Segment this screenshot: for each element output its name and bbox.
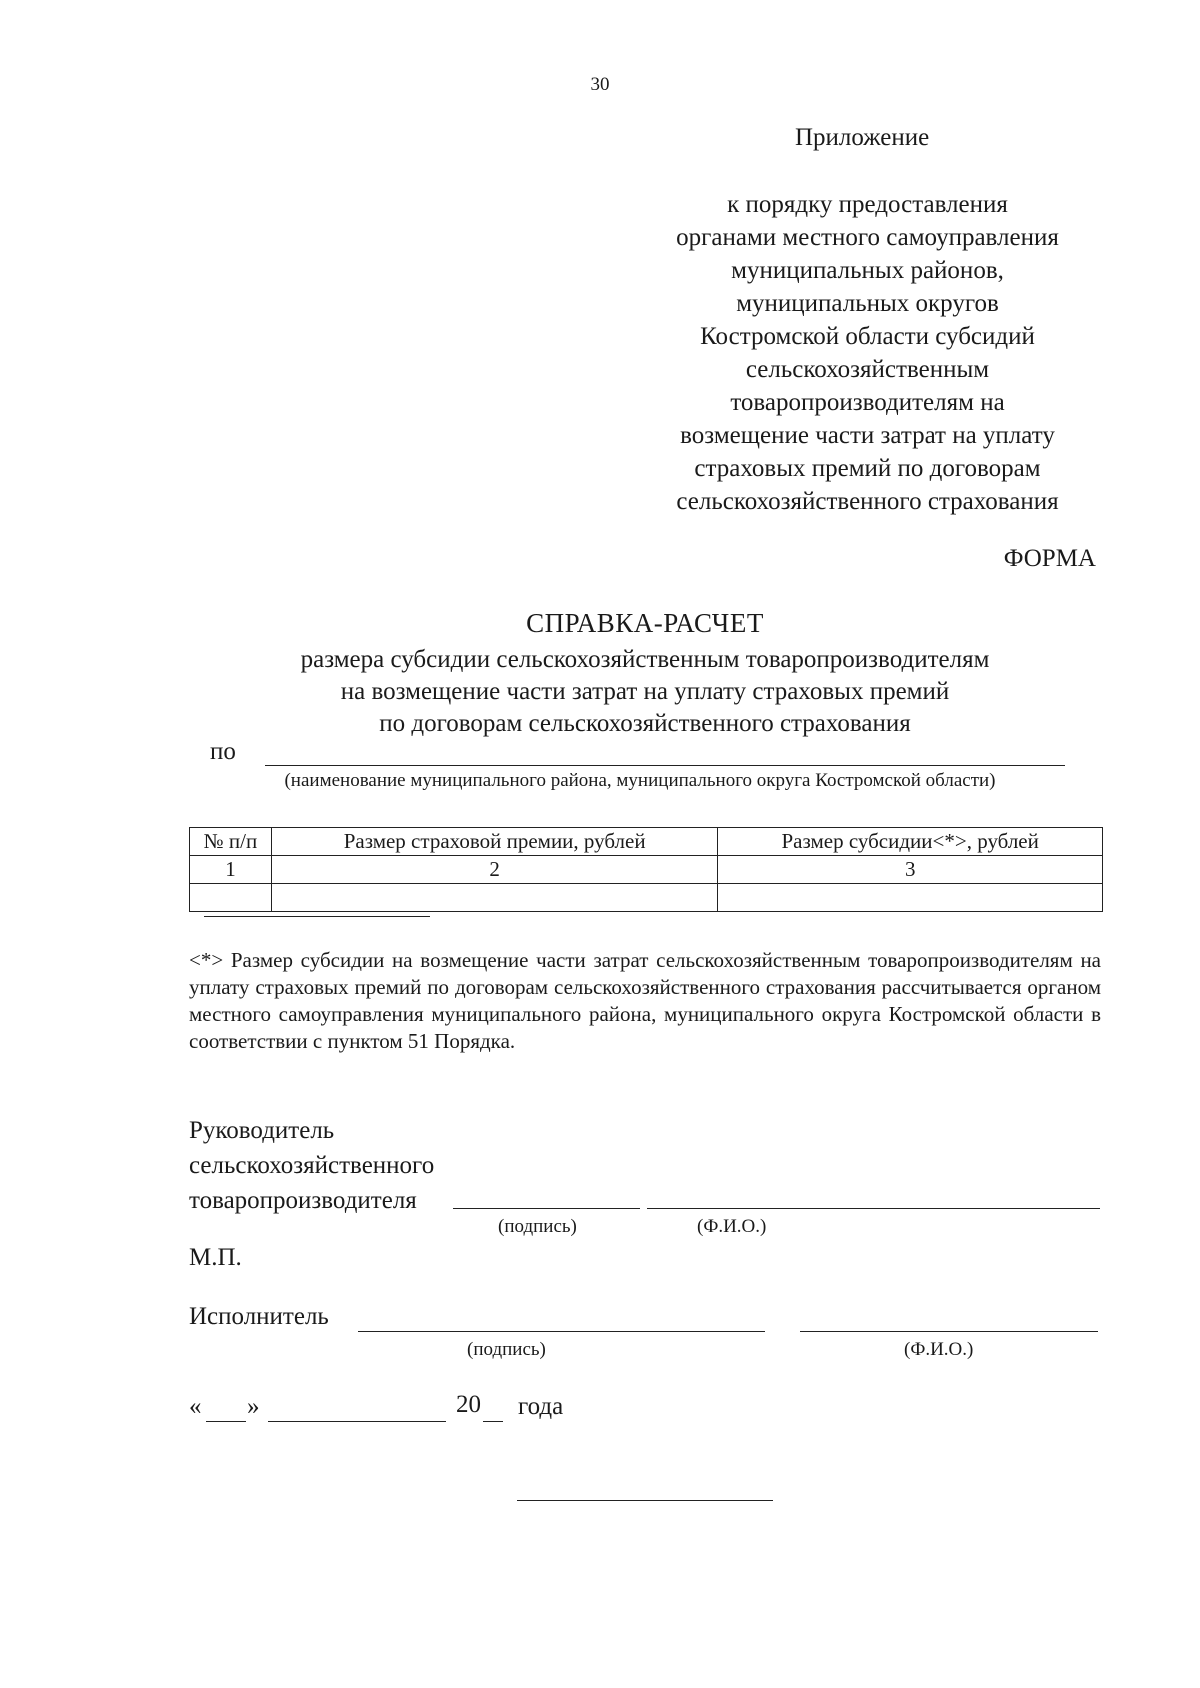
head-line: Руководитель <box>189 1117 335 1144</box>
footnote-text: <*> Размер субсидии на возмещение части затрат сельскохозяйственным товаропроизводителям на уплату страховых премий по договорам сельскохозяйственного страхования рассчитывается органом местного самоуправления муниципального района, муниципального округа Костромской области в соответствии с пунктом 51 Порядка. <box>189 948 1101 1053</box>
executor-signature-caption: (подпись) <box>467 1339 546 1360</box>
appendix-line: сельскохозяйственного страхования <box>676 488 1059 515</box>
closing-rule <box>517 1500 773 1501</box>
document-subtitle <box>0 644 1200 740</box>
subtitle-line: на возмещение части затрат на уплату страховых премий <box>340 678 950 705</box>
head-line: сельскохозяйственного <box>189 1152 435 1179</box>
appendix-line: органами местного самоуправления <box>676 224 1059 251</box>
footnote-separator <box>204 916 430 917</box>
municipality-caption: (наименование муниципального района, муниципального округа Костромской области) <box>284 770 996 791</box>
header-subsidy: Размер субсидии<*>, рублей <box>718 828 1103 856</box>
table-cell-empty[interactable] <box>190 884 272 912</box>
header-premium: Размер страховой премии, рублей <box>271 828 717 856</box>
table-numbering-row <box>190 856 1103 884</box>
calculation-table <box>189 827 1103 912</box>
appendix-line: страховых премий по договорам <box>694 455 1041 482</box>
po-label: по <box>210 738 236 765</box>
table-cell: 3 <box>718 856 1103 884</box>
date-month-line[interactable] <box>268 1421 446 1422</box>
executor-fio-line[interactable] <box>800 1331 1098 1332</box>
table-cell: 2 <box>271 856 717 884</box>
table-cell-empty[interactable] <box>718 884 1103 912</box>
table-header-row <box>190 828 1103 856</box>
subtitle-line: размера субсидии сельскохозяйственным товаропроизводителям <box>300 646 990 673</box>
head-signature-block <box>189 1113 434 1218</box>
appendix-text <box>640 188 1095 518</box>
stamp-place-label: М.П. <box>189 1244 242 1271</box>
executor-label: Исполнитель <box>189 1303 329 1330</box>
appendix-title: Приложение <box>795 124 930 151</box>
subtitle-line: по договорам сельскохозяйственного страхования <box>379 710 911 737</box>
document-title: СПРАВКА-РАСЧЕТ <box>526 608 764 638</box>
date-suffix: года <box>518 1393 564 1420</box>
municipality-blank-line[interactable] <box>265 765 1065 766</box>
appendix-line: сельскохозяйственным <box>745 356 990 383</box>
table-cell-empty[interactable] <box>271 884 717 912</box>
date-day-line[interactable] <box>206 1421 246 1422</box>
date-open-quote: « <box>189 1393 202 1420</box>
appendix-line: возмещение части затрат на уплату <box>680 422 1055 449</box>
appendix-line: муниципальных округов <box>736 290 999 317</box>
head-fio-caption: (Ф.И.О.) <box>697 1216 767 1237</box>
head-signature-caption: (подпись) <box>498 1216 577 1237</box>
appendix-line: к порядку предоставления <box>727 191 1008 218</box>
date-year-line[interactable] <box>483 1421 503 1422</box>
executor-fio-caption: (Ф.И.О.) <box>904 1339 974 1360</box>
appendix-line: товаропроизводителям на <box>730 389 1005 416</box>
page-number: 30 <box>590 74 610 95</box>
header-number: № п/п <box>190 828 272 856</box>
appendix-line: Костромской области субсидий <box>700 323 1035 350</box>
executor-signature-line[interactable] <box>358 1331 765 1332</box>
head-line: товаропроизводителя <box>189 1187 417 1214</box>
head-signature-line[interactable] <box>453 1208 640 1209</box>
table-cell: 1 <box>190 856 272 884</box>
appendix-line: муниципальных районов, <box>731 257 1004 284</box>
head-fio-line[interactable] <box>647 1208 1100 1209</box>
table-row <box>190 884 1103 912</box>
form-label: ФОРМА <box>1003 545 1096 572</box>
date-century: 20 <box>456 1391 481 1418</box>
date-close-quote: » <box>247 1393 260 1420</box>
